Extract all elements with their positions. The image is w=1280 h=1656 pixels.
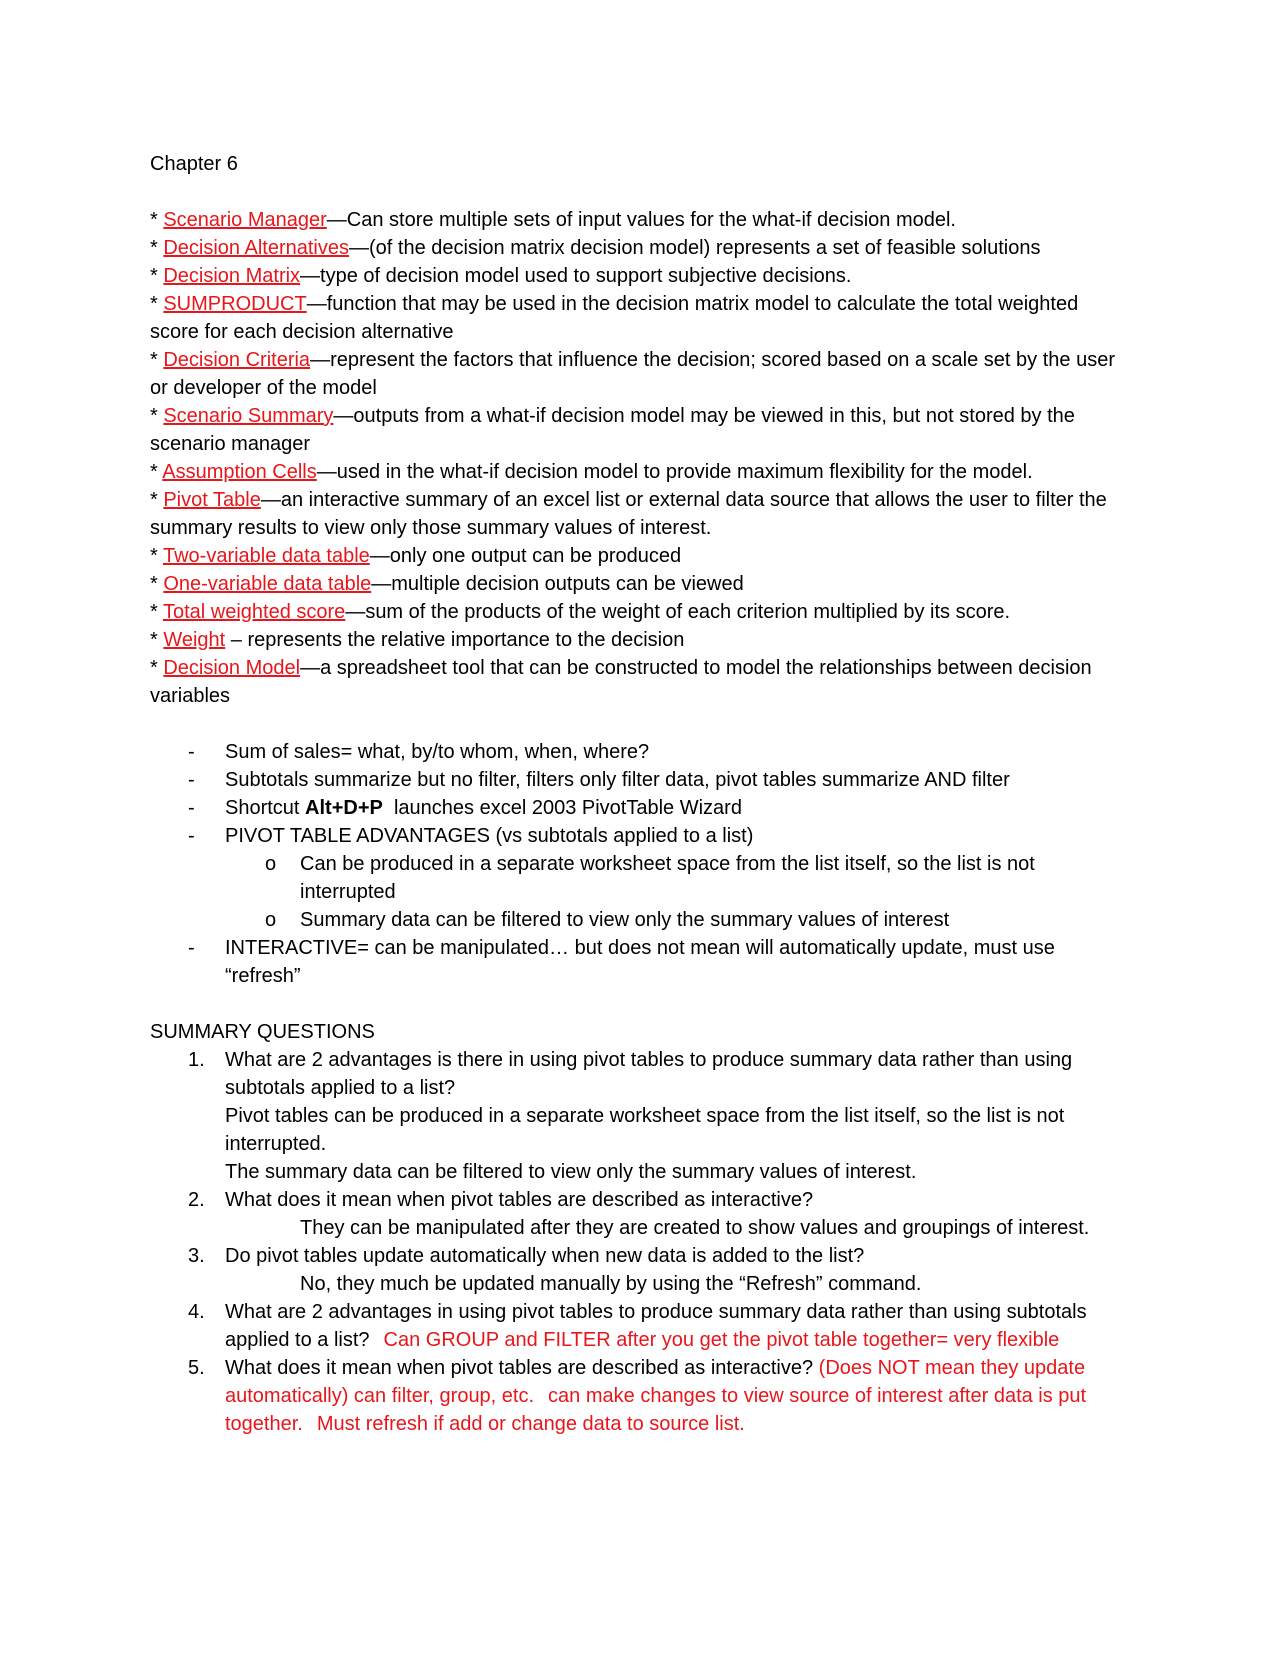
sub-note-text: Summary data can be filtered to view only the summary values of interest [300,909,950,931]
question-item [150,1298,1130,1354]
question-text: What are 2 advantages in using pivot tables to produce summary data rather than using subtotals applied to a list? [225,1301,1087,1351]
glossary-definition: —sum of the products of the weight of each criterion multiplied by its score. [345,601,1011,623]
sub-list-item [225,850,1130,906]
glossary-item: * Scenario Manager—Can store multiple sets of input values for the what-if decision model. [150,209,956,231]
question-number: 1. [188,1049,205,1071]
question-text: What are 2 advantages is there in using pivot tables to produce summary data rather than using subtotals applied to a list? [225,1049,1073,1099]
note-text: INTERACTIVE= can be manipulated… but does not mean will automatically update, must use “refresh” [225,937,1055,987]
question-number: 2. [188,1189,205,1211]
glossary-term[interactable]: Decision Criteria [163,349,311,371]
glossary-term[interactable]: Decision Model [163,657,301,679]
glossary-item: * Decision Alternatives—(of the decision matrix decision model) represents a set of feasible solutions [150,237,1041,259]
glossary-term[interactable]: Pivot Table [163,489,261,511]
glossary-term[interactable]: Scenario Summary [163,405,334,427]
glossary-item: * Assumption Cells—used in the what-if decision model to provide maximum flexibility for the model. [150,461,1033,483]
sub-list [225,850,1130,934]
sub-list-item [225,906,1130,934]
handwritten-note: Must refresh if add or change data to source list. [316,1413,745,1435]
question-item [150,1046,1130,1186]
question-item [150,1186,1130,1242]
glossary-definition: – represents the relative importance to the decision [225,629,685,651]
glossary-term[interactable]: One-variable data table [163,573,372,595]
answer-text: Pivot tables can be produced in a separate worksheet space from the list itself, so the list is not interrupted. [225,1105,1065,1155]
circle-marker: o [265,909,277,931]
dash-marker: - [188,769,195,791]
glossary-item: * Scenario Summary—outputs from a what-if decision model may be viewed in this, but not stored by the scenario manager [150,405,1075,455]
glossary-item: * Decision Criteria—represent the factors that influence the decision; scored based on a scale set by the user or developer of the model [150,349,1115,399]
document-page [150,150,1130,1438]
glossary-item: * SUMPRODUCT—function that may be used in the decision matrix model to calculate the total weighted score for each decision alternative [150,293,1079,343]
list-item [150,934,1130,990]
glossary-definition: —type of decision model used to support subjective decisions. [300,265,852,287]
question-item [150,1354,1130,1438]
answer-text: No, they much be updated manually by using the “Refresh” command. [300,1273,922,1295]
dash-marker: - [188,937,195,959]
glossary-definition: —multiple decision outputs can be viewed [371,573,744,595]
glossary-term[interactable]: Decision Alternatives [163,237,349,259]
notes-list [150,738,1130,990]
glossary-definition: —represent the factors that influence the decision; scored based on a scale set by the user or developer of the model [150,349,1115,399]
circle-marker: o [265,853,277,875]
glossary-term[interactable]: Scenario Manager [163,209,327,231]
answer-text: The summary data can be filtered to view only the summary values of interest. [225,1161,917,1183]
glossary-term[interactable]: Total weighted score [162,601,346,623]
glossary-term[interactable]: Decision Matrix [163,265,301,287]
dash-marker: - [188,741,195,763]
glossary-item: * Decision Matrix—type of decision model used to support subjective decisions. [150,265,852,287]
glossary-definition: —an interactive summary of an excel list or external data source that allows the user to filter the summary results to view only those summary values of interest. [150,489,1107,539]
glossary-item: * One-variable data table—multiple decision outputs can be viewed [150,573,744,595]
list-item [150,738,1130,766]
shortcut-keys: Alt+D+P [305,797,383,819]
glossary-definition: —function that may be used in the decision matrix model to calculate the total weighted score for each decision alternative [150,293,1079,343]
question-item [150,1242,1130,1298]
note-text: PIVOT TABLE ADVANTAGES (vs subtotals applied to a list) [225,825,754,847]
question-number: 3. [188,1245,205,1267]
summary-questions [150,1046,1130,1438]
question-text: What does it mean when pivot tables are described as interactive? [225,1189,814,1211]
glossary-definition: —used in the what-if decision model to provide maximum flexibility for the model. [316,461,1033,483]
glossary-term[interactable]: SUMPRODUCT [163,293,307,315]
handwritten-note: (Does NOT mean they update automatically) can filter, group, etc. [225,1357,1086,1407]
list-item [150,794,1130,822]
glossary-item: * Two-variable data table—only one output can be produced [150,545,682,567]
glossary-item: * Total weighted score—sum of the products of the weight of each criterion multiplied by its score. [150,601,1011,623]
glossary-item: * Decision Model—a spreadsheet tool that can be constructed to model the relationships between decision variables [150,657,1092,707]
glossary-definition: —a spreadsheet tool that can be constructed to model the relationships between decision variables [150,657,1092,707]
sub-note-text: Can be produced in a separate worksheet space from the list itself, so the list is not interrupted [300,853,1035,903]
page-title: Chapter 6 [150,153,238,175]
glossary-definition: —(of the decision matrix decision model) represents a set of feasible solutions [349,237,1041,259]
note-text: launches excel 2003 PivotTable Wizard [382,797,742,819]
glossary-list [150,206,1130,710]
glossary-item: * Pivot Table—an interactive summary of an excel list or external data source that allows the user to filter the summary results to view only those summary values of interest. [150,489,1107,539]
note-text: Sum of sales= what, by/to whom, when, where? [225,741,650,763]
glossary-definition: —outputs from a what-if decision model may be viewed in this, but not stored by the scenario manager [150,405,1075,455]
question-number: 4. [188,1301,205,1323]
note-text: Shortcut [225,797,306,819]
glossary-term[interactable]: Two-variable data table [162,545,370,567]
glossary-definition: —only one output can be produced [369,545,682,567]
glossary-definition: —Can store multiple sets of input values for the what-if decision model. [326,209,956,231]
note-text: Subtotals summarize but no filter, filters only filter data, pivot tables summarize AND filter [225,769,1010,791]
list-item [150,822,1130,934]
dash-marker: - [188,825,195,847]
glossary-item: * Weight – represents the relative importance to the decision [150,629,685,651]
glossary-term[interactable]: Assumption Cells [162,461,317,483]
glossary-term[interactable]: Weight [163,629,226,651]
dash-marker: - [188,797,195,819]
question-number: 5. [188,1357,205,1379]
handwritten-note: Can GROUP and FILTER after you get the pivot table together= very flexible [383,1329,1060,1351]
question-text: What does it mean when pivot tables are described as interactive? [225,1357,814,1379]
answer-text: They can be manipulated after they are created to show values and groupings of interest. [300,1217,1090,1239]
question-text: Do pivot tables update automatically when new data is added to the list? [225,1245,865,1267]
handwritten-note: can make changes to view source of interest after data is put together. [225,1385,1087,1435]
summary-heading: SUMMARY QUESTIONS [150,1021,375,1043]
list-item [150,766,1130,794]
